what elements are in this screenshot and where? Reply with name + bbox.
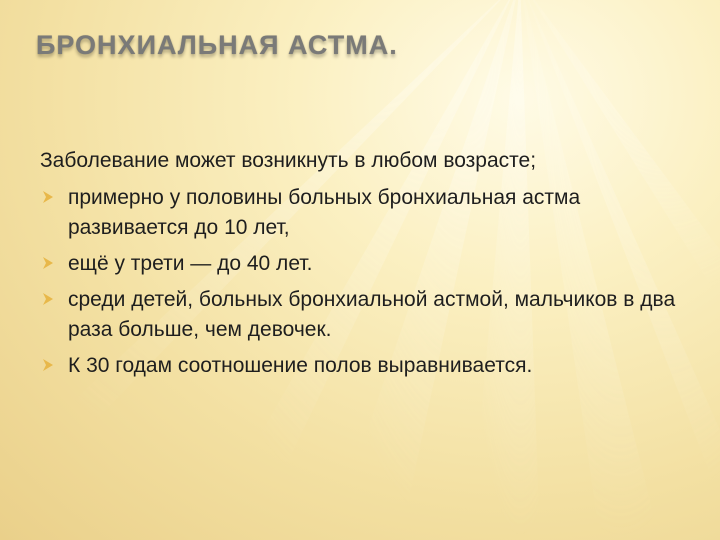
bullet-item: [40, 183, 690, 243]
bullet-item: [40, 285, 690, 345]
arrow-bullet-icon: [42, 358, 54, 372]
arrow-bullet-icon: [42, 256, 54, 270]
arrow-bullet-icon: [42, 190, 54, 204]
bullet-item: [40, 351, 690, 381]
bullet-text: среди детей, больных бронхиальной астмой, мальчиков в два раза больше, чем девочек.: [68, 288, 676, 341]
intro-text: Заболевание может возникнуть в любом возрасте;: [40, 149, 537, 172]
slide-content: [40, 146, 690, 387]
bullet-text: примерно у половины больных бронхиальная астма развивается до 10 лет,: [68, 186, 581, 239]
bullet-text: ещё у трети — до 40 лет.: [68, 252, 313, 275]
bullet-list: [40, 183, 690, 381]
arrow-bullet-icon: [42, 292, 54, 306]
slide-title: БРОНХИАЛЬНАЯ АСТМА.: [36, 30, 398, 60]
bullet-item: [40, 249, 690, 279]
bullet-text: К 30 годам соотношение полов выравнивается.: [68, 354, 533, 377]
